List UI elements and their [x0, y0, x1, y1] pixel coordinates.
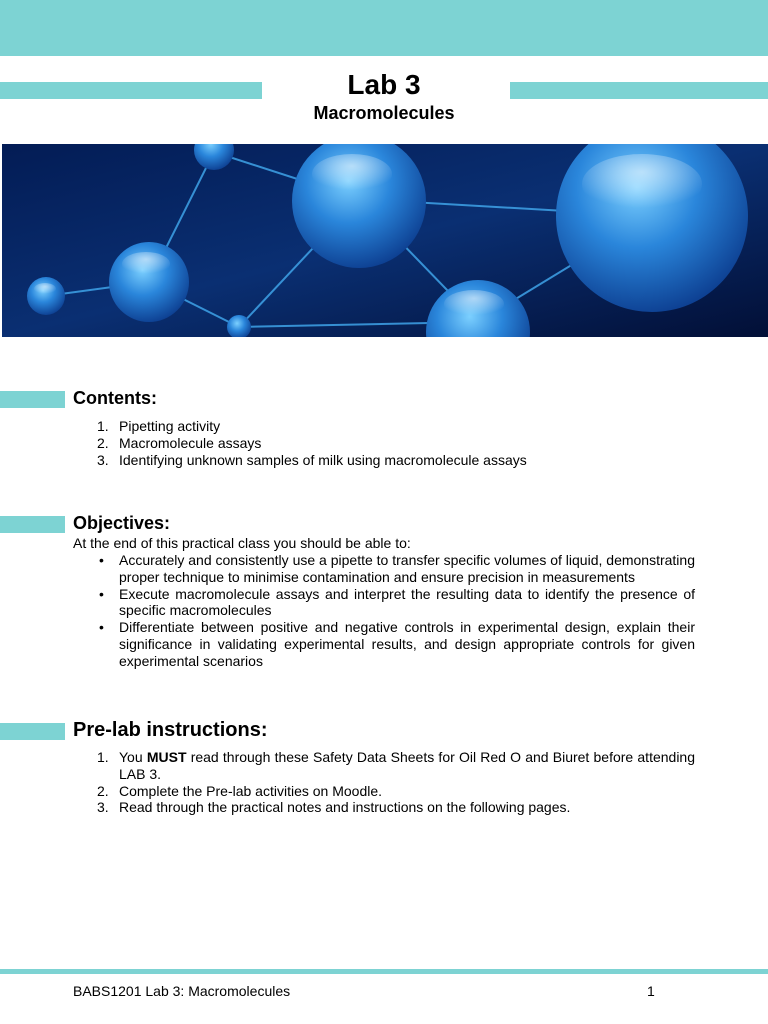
- list-item: 3. Identifying unknown samples of milk using macromolecule assays: [97, 451, 527, 468]
- objectives-intro: At the end of this practical class you should be able to:: [73, 535, 411, 551]
- list-item: 3. Read through the practical notes and instructions on the following pages.: [97, 799, 571, 816]
- top-decor-band: [0, 0, 768, 56]
- contents-section-bar: [0, 391, 65, 408]
- page-number: 1: [647, 983, 655, 999]
- prelab-list: [73, 749, 695, 816]
- list-item: • Accurately and consistently use a pipette to transfer specific volumes of liquid, demonstrating proper technique to minimise contamination and ensure precision in measurements: [99, 552, 695, 585]
- prelab-section-bar: [0, 723, 65, 740]
- list-item: • Differentiate between positive and negative controls in experimental design, explain their significance in validating experimental results, and design appropriate controls for given experimental scenarios: [99, 619, 695, 669]
- contents-list: [73, 418, 695, 468]
- list-item: 2. Complete the Pre-lab activities on Moodle.: [97, 782, 383, 799]
- objectives-list: [73, 552, 695, 670]
- list-item: 1. Pipetting activity: [97, 418, 221, 434]
- molecule-banner-image: [2, 144, 768, 337]
- prelab-heading: Pre-lab instructions:: [73, 719, 268, 741]
- objectives-heading: Objectives:: [73, 513, 171, 533]
- objectives-section-bar: [0, 516, 65, 533]
- footer-course-label: BABS1201 Lab 3: Macromolecules: [73, 983, 291, 999]
- footer-rule: [0, 969, 768, 974]
- page-subtitle: Macromolecules: [313, 103, 455, 123]
- list-item: 2. Macromolecule assays: [97, 434, 262, 451]
- page-title: Lab 3: [347, 69, 421, 100]
- list-item: • Execute macromolecule assays and interpret the resulting data to identify the presence of specific macromolecules: [99, 585, 695, 619]
- contents-heading: Contents:: [73, 388, 157, 408]
- list-item: 1. You MUST read through these Safety Data Sheets for Oil Red O and Biuret before attending LAB 3.: [97, 749, 696, 782]
